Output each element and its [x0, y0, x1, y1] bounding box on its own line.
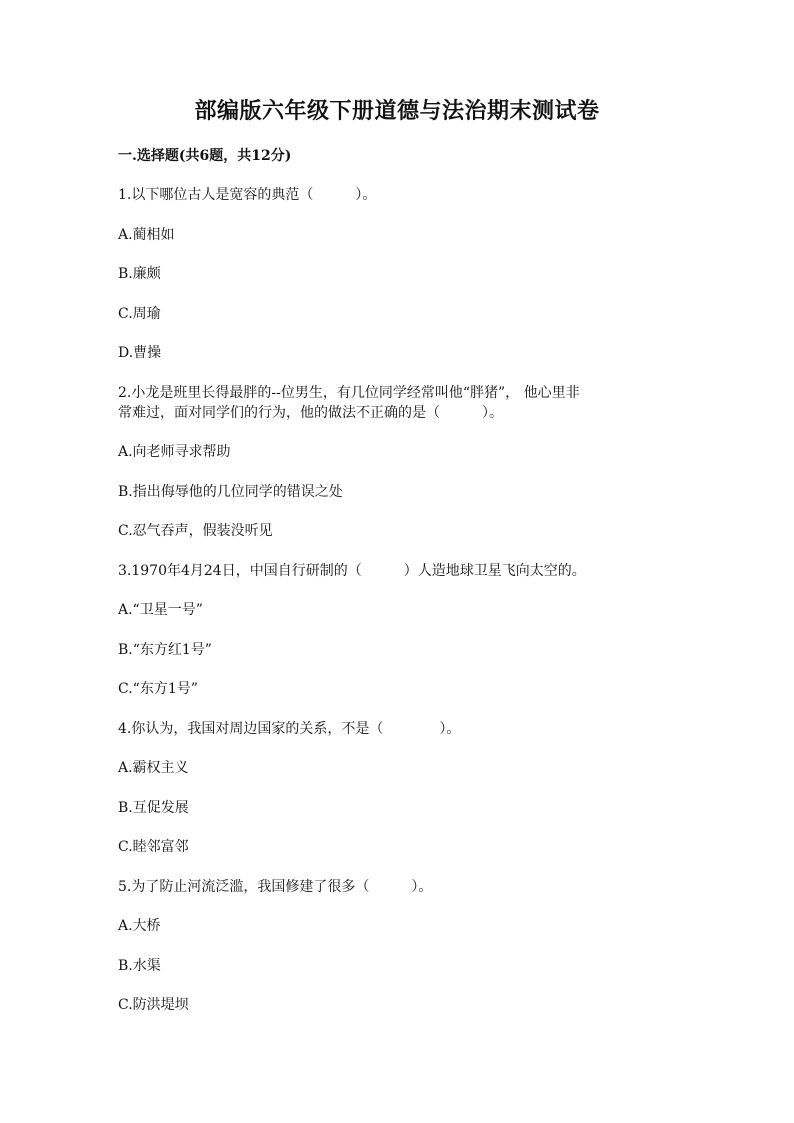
question-2-stem-line-2: 常难过，面对同学们的行为，他的做法不正确的是（ ）。	[118, 405, 503, 421]
question-5-option-a: A.大桥	[118, 918, 161, 934]
question-1-option-b: B.廉颇	[118, 266, 161, 282]
page-title: 部编版六年级下册道德与法治期末测试卷	[194, 98, 600, 124]
question-1-option-a: A.蔺相如	[118, 227, 175, 243]
question-1-stem: 1.以下哪位古人是宽容的典范（ ）。	[118, 187, 377, 203]
question-4-option-c: C.睦邻富邻	[118, 839, 189, 855]
question-1-option-c: C.周瑜	[118, 306, 161, 322]
question-5-stem: 5.为了防止河流泛滥，我国修建了很多（ ）。	[118, 879, 433, 895]
question-2-stem-line-1: 2.小龙是班里长得最胖的--位男生，有几位同学经常叫他“胖猪”， 他心里非	[118, 385, 580, 401]
question-3-option-b: B.“东方红1号”	[118, 642, 212, 658]
question-2-option-c: C.忍气吞声，假装没听见	[118, 523, 273, 539]
question-3-option-c: C.“东方1号”	[118, 681, 198, 697]
question-3-stem: 3.1970年4月24日，中国自行研制的（ ）人造地球卫星飞向太空的。	[118, 563, 586, 579]
question-5-option-b: B.水渠	[118, 958, 161, 974]
question-2-option-b: B.指出侮辱他的几位同学的错误之处	[118, 484, 343, 500]
question-4-option-a: A.霸权主义	[118, 760, 189, 776]
question-3-option-a: A.“卫星一号”	[118, 602, 203, 618]
question-4-stem: 4.你认为，我国对周边国家的关系，不是（ ）。	[118, 721, 461, 737]
question-5-option-c: C.防洪堤坝	[118, 997, 189, 1013]
section-heading: 一.选择题(共6题，共12分)	[118, 148, 292, 164]
question-4-option-b: B.互促发展	[118, 800, 189, 816]
question-1-option-d: D.曹操	[118, 345, 162, 361]
question-2-option-a: A.向老师寻求帮助	[118, 444, 231, 460]
